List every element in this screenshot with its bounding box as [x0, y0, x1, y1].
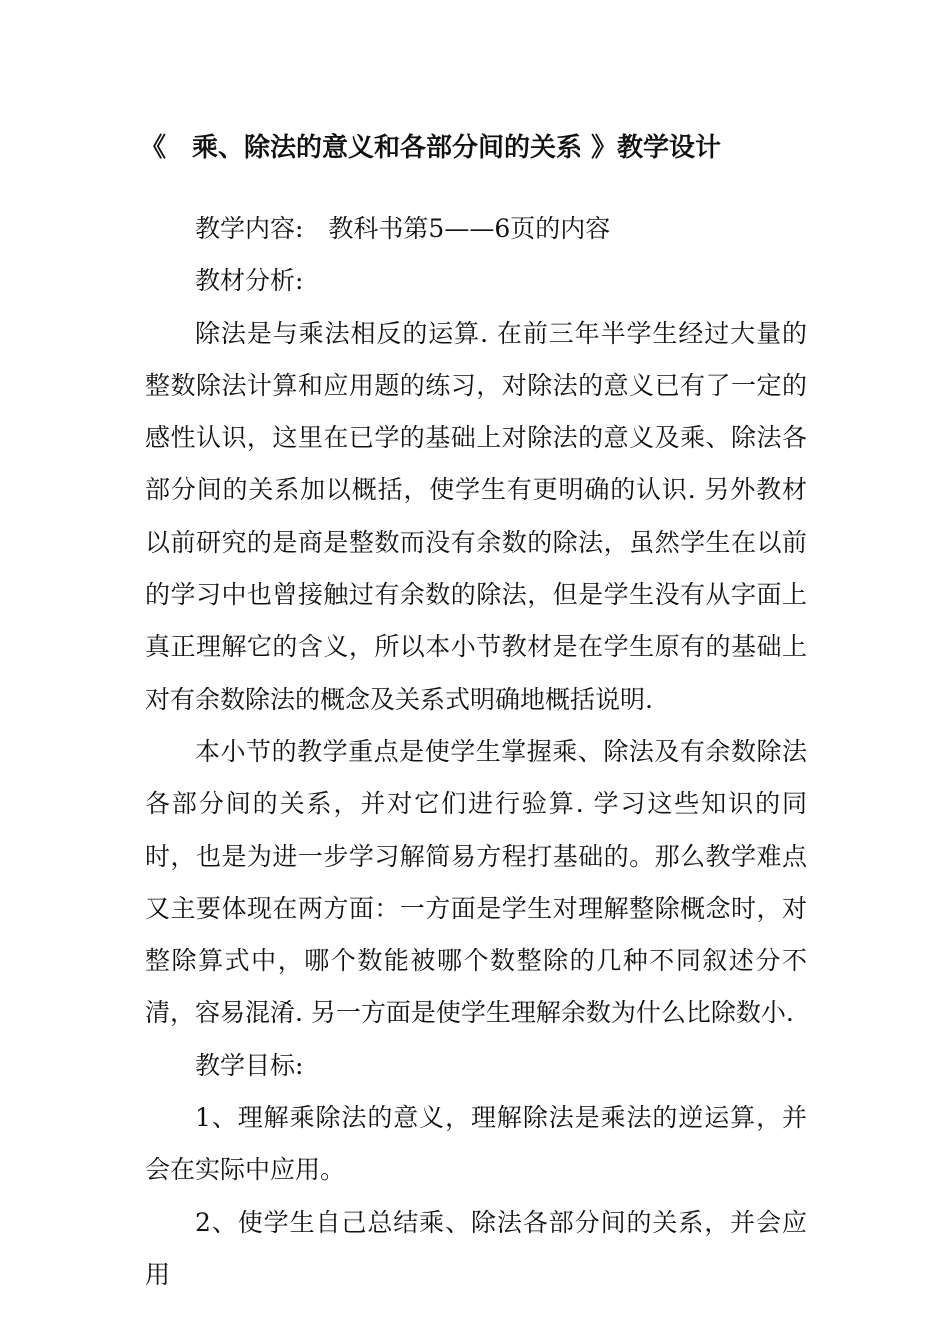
document-title: 《 乘、除法的意义和各部分间的关系 》教学设计	[140, 133, 722, 163]
goal-item-1: 1、理解乘除法的意义，理解除法是乘法的逆运算，并会在实际中应用。	[145, 1103, 807, 1185]
material-analysis-heading: 教材分析:	[195, 266, 304, 296]
teaching-content-line: 教学内容: 教科书第5——6页的内容	[195, 214, 611, 243]
teaching-goals-heading: 教学目标:	[195, 1050, 304, 1080]
key-points-paragraph: 本小节的教学重点是使学生掌握乘、除法及有余数除法各部分间的关系，并对它们进行验算. 学习这些知识的同时，也是为进一步学习解简易方程打基础的。那么教学难点又主要体现在两方面：一方面是学生对理解整除概念时，对整除算式中，哪个数能被哪个数整除的几种不同叙述分不清，容易混淆. 另一方面是使学生理解余数为什么比除数小.	[145, 736, 807, 1028]
goal-item-2: 2、使学生自己总结乘、除法各部分间的关系，并会应用	[145, 1207, 807, 1289]
document-body	[145, 203, 807, 1301]
material-analysis-paragraph: 除法是与乘法相反的运算. 在前三年半学生经过大量的整数除法计算和应用题的练习，对除法的意义已有了一定的感性认识，这里在已学的基础上对除法的意义及乘、除法各部分间的关系加以概括，使学生有更明确的认识. 另外教材以前研究的是商是整数而没有余数的除法，虽然学生在以前的学习中也曾接触过有余数的除法，但是学生没有从字面上真正理解它的含义，所以本小节教材是在学生原有的基础上对有余数除法的概念及关系式明确地概括说明.	[145, 318, 807, 714]
